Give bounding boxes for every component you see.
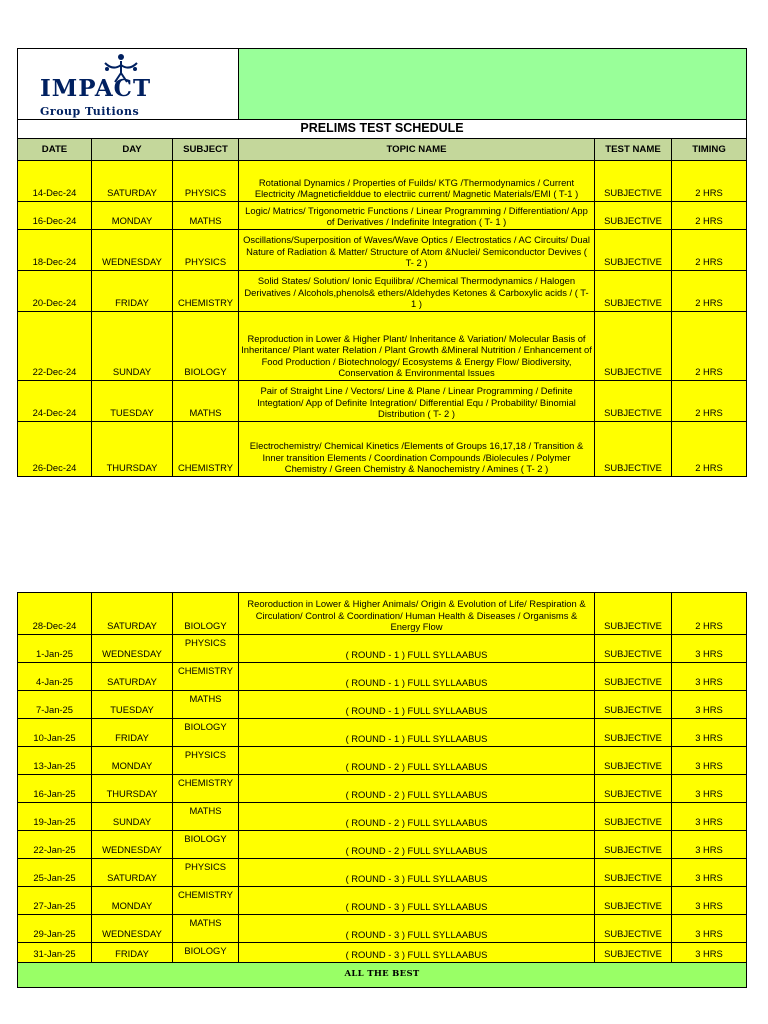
date-cell: 19-Jan-25 [18,803,92,831]
subject-cell: CHEMISTRY [173,422,239,477]
day-cell: THURSDAY [92,422,173,477]
schedule-table-1 [17,48,747,477]
day-cell: SUNDAY [92,803,173,831]
timing-cell: 3 HRS [672,663,747,691]
table-row [18,271,747,312]
table-row [18,635,747,663]
schedule-title: PRELIMS TEST SCHEDULE [18,120,747,139]
day-cell: FRIDAY [92,943,173,963]
topic-cell: Reoroduction in Lower & Higher Animals/ Origin & Evolution of Life/ Respiration & Circulation/ Control & Coordination/ Human Health & Diseases / Organisms & Energy Flow [239,593,595,635]
test-name-cell: SUBJECTIVE [595,202,672,230]
day-cell: SATURDAY [92,859,173,887]
timing-cell: 2 HRS [672,381,747,422]
topic-cell: Rotational Dynamics / Properties of Fuilds/ KTG /Thermodynamics / Current Electricity /Magneticfielddue to electriic current/ Magnetic Materials/EMI ( T-1 ) [239,161,595,202]
header-date: DATE [18,139,92,161]
test-name-cell: SUBJECTIVE [595,775,672,803]
subject-cell: CHEMISTRY [173,663,239,691]
schedule-table-2 [17,592,747,988]
test-name-cell: SUBJECTIVE [595,422,672,477]
subject-cell: CHEMISTRY [173,775,239,803]
test-name-cell: SUBJECTIVE [595,691,672,719]
table-row [18,747,747,775]
timing-cell: 3 HRS [672,635,747,663]
table-row [18,775,747,803]
date-cell: 16-Jan-25 [18,775,92,803]
timing-cell: 3 HRS [672,859,747,887]
day-cell: WEDNESDAY [92,230,173,271]
date-cell: 31-Jan-25 [18,943,92,963]
day-cell: TUESDAY [92,691,173,719]
subject-cell: BIOLOGY [173,593,239,635]
table-row [18,230,747,271]
timing-cell: 3 HRS [672,831,747,859]
test-name-cell: SUBJECTIVE [595,943,672,963]
date-cell: 18-Dec-24 [18,230,92,271]
topic-cell: ( ROUND - 1 ) FULL SYLLAABUS [239,635,595,663]
table-row [18,859,747,887]
day-cell: MONDAY [92,747,173,775]
date-cell: 1-Jan-25 [18,635,92,663]
timing-cell: 2 HRS [672,202,747,230]
logo-wordmark: IMPACT [40,75,152,102]
day-cell: SATURDAY [92,161,173,202]
topic-cell: ( ROUND - 2 ) FULL SYLLAABUS [239,747,595,775]
table-row [18,803,747,831]
timing-cell: 3 HRS [672,691,747,719]
topic-cell: Electrochemistry/ Chemical Kinetics /Elements of Groups 16,17,18 / Transition & Inner transition Elements / Coordination Compounds /Biolecules / Polymer Chemistry / Green Chemistry & Nanochemistry / Amines ( T- 2 ) [239,422,595,477]
header-timing: TIMING [672,139,747,161]
date-cell: 4-Jan-25 [18,663,92,691]
topic-cell: ( ROUND - 1 ) FULL SYLLAABUS [239,663,595,691]
table-row [18,202,747,230]
date-cell: 22-Dec-24 [18,312,92,381]
subject-cell: PHYSICS [173,230,239,271]
subject-cell: PHYSICS [173,635,239,663]
topic-cell: ( ROUND - 2 ) FULL SYLLAABUS [239,831,595,859]
table-row [18,691,747,719]
table-row [18,887,747,915]
header-row [18,139,747,161]
timing-cell: 3 HRS [672,775,747,803]
table-row [18,915,747,943]
table-row [18,422,747,477]
test-name-cell: SUBJECTIVE [595,663,672,691]
topic-cell: Solid States/ Solution/ Ionic Equilibra/ /Chemical Thermodynamics / Halogen Derivatives / Alcohols,phenols& ethers/Aldehydes Ketones & Carboxylic acids / ( T- 1 ) [239,271,595,312]
table-row [18,943,747,963]
subject-cell: MATHS [173,803,239,831]
date-cell: 7-Jan-25 [18,691,92,719]
subject-cell: CHEMISTRY [173,887,239,915]
timing-cell: 2 HRS [672,161,747,202]
day-cell: MONDAY [92,202,173,230]
topic-cell: ( ROUND - 2 ) FULL SYLLAABUS [239,803,595,831]
subject-cell: CHEMISTRY [173,271,239,312]
topic-cell: Logic/ Matrics/ Trigonometric Functions / Linear Programming / Differentiation/ App of Derivatives / Indefinite Integration ( T- 1 ) [239,202,595,230]
timing-cell: 2 HRS [672,593,747,635]
day-cell: FRIDAY [92,719,173,747]
date-cell: 10-Jan-25 [18,719,92,747]
table-row [18,831,747,859]
table-row [18,161,747,202]
topic-cell: ( ROUND - 2 ) FULL SYLLAABUS [239,775,595,803]
date-cell: 14-Dec-24 [18,161,92,202]
footer-message: ALL THE BEST [18,963,747,988]
subject-cell: PHYSICS [173,161,239,202]
timing-cell: 2 HRS [672,312,747,381]
table-row [18,381,747,422]
day-cell: SATURDAY [92,593,173,635]
timing-cell: 3 HRS [672,943,747,963]
timing-cell: 3 HRS [672,803,747,831]
timing-cell: 2 HRS [672,230,747,271]
logo-tagline: Group Tuitions [40,105,140,118]
topic-cell: ( ROUND - 3 ) FULL SYLLAABUS [239,943,595,963]
footer-row [18,963,747,988]
subject-cell: PHYSICS [173,747,239,775]
day-cell: THURSDAY [92,775,173,803]
day-cell: SUNDAY [92,312,173,381]
banner-cell [239,49,747,120]
day-cell: SATURDAY [92,663,173,691]
topic-cell: Pair of Straight Line / Vectors/ Line & Plane / Linear Programming / Definite Integtation/ App of Definite Integration/ Differential Equ / Probability/ Binomial Distribution ( T- 2 ) [239,381,595,422]
header-test-name: TEST NAME [595,139,672,161]
test-name-cell: SUBJECTIVE [595,887,672,915]
test-name-cell: SUBJECTIVE [595,803,672,831]
subject-cell: MATHS [173,381,239,422]
date-cell: 16-Dec-24 [18,202,92,230]
header-day: DAY [92,139,173,161]
subject-cell: BIOLOGY [173,831,239,859]
topic-cell: ( ROUND - 3 ) FULL SYLLAABUS [239,887,595,915]
test-name-cell: SUBJECTIVE [595,915,672,943]
test-name-cell: SUBJECTIVE [595,230,672,271]
day-cell: WEDNESDAY [92,831,173,859]
day-cell: MONDAY [92,887,173,915]
topic-cell: Reproduction in Lower & Higher Plant/ Inheritance & Variation/ Molecular Basis of Inheritance/ Plant water Relation / Plant Growth &Mineral Nutrition / Enhancement of Food Production / Biotechnology/ Ecosystems & Energy Flow/ Biodiversity, Conservation & Environmental Issues [239,312,595,381]
date-cell: 28-Dec-24 [18,593,92,635]
topic-cell: Oscillations/Superposition of Waves/Wave Optics / Electrostatics / AC Circuits/ Dual Nature of Radiation & Matter/ Structure of Atom &Nuclei/ Semiconductor Devives ( T- 2 ) [239,230,595,271]
test-name-cell: SUBJECTIVE [595,271,672,312]
day-cell: FRIDAY [92,271,173,312]
timing-cell: 3 HRS [672,719,747,747]
date-cell: 29-Jan-25 [18,915,92,943]
subject-cell: MATHS [173,202,239,230]
day-cell: TUESDAY [92,381,173,422]
test-name-cell: SUBJECTIVE [595,747,672,775]
test-name-cell: SUBJECTIVE [595,859,672,887]
date-cell: 25-Jan-25 [18,859,92,887]
timing-cell: 3 HRS [672,747,747,775]
date-cell: 22-Jan-25 [18,831,92,859]
day-cell: WEDNESDAY [92,915,173,943]
date-cell: 20-Dec-24 [18,271,92,312]
date-cell: 26-Dec-24 [18,422,92,477]
timing-cell: 2 HRS [672,422,747,477]
table-row [18,312,747,381]
topic-cell: ( ROUND - 3 ) FULL SYLLAABUS [239,859,595,887]
table-row [18,719,747,747]
subject-cell: BIOLOGY [173,943,239,963]
table-row [18,663,747,691]
logo [18,49,239,120]
subject-cell: MATHS [173,915,239,943]
subject-cell: BIOLOGY [173,719,239,747]
date-cell: 27-Jan-25 [18,887,92,915]
table-row [18,593,747,635]
date-cell: 13-Jan-25 [18,747,92,775]
date-cell: 24-Dec-24 [18,381,92,422]
timing-cell: 3 HRS [672,887,747,915]
subject-cell: BIOLOGY [173,312,239,381]
subject-cell: PHYSICS [173,859,239,887]
topic-cell: ( ROUND - 1 ) FULL SYLLAABUS [239,719,595,747]
test-name-cell: SUBJECTIVE [595,831,672,859]
test-name-cell: SUBJECTIVE [595,719,672,747]
test-name-cell: SUBJECTIVE [595,635,672,663]
test-name-cell: SUBJECTIVE [595,312,672,381]
subject-cell: MATHS [173,691,239,719]
test-name-cell: SUBJECTIVE [595,593,672,635]
header-topic: TOPIC NAME [239,139,595,161]
topic-cell: ( ROUND - 3 ) FULL SYLLAABUS [239,915,595,943]
test-name-cell: SUBJECTIVE [595,381,672,422]
test-name-cell: SUBJECTIVE [595,161,672,202]
day-cell: WEDNESDAY [92,635,173,663]
timing-cell: 2 HRS [672,271,747,312]
header-subject: SUBJECT [173,139,239,161]
timing-cell: 3 HRS [672,915,747,943]
topic-cell: ( ROUND - 1 ) FULL SYLLAABUS [239,691,595,719]
